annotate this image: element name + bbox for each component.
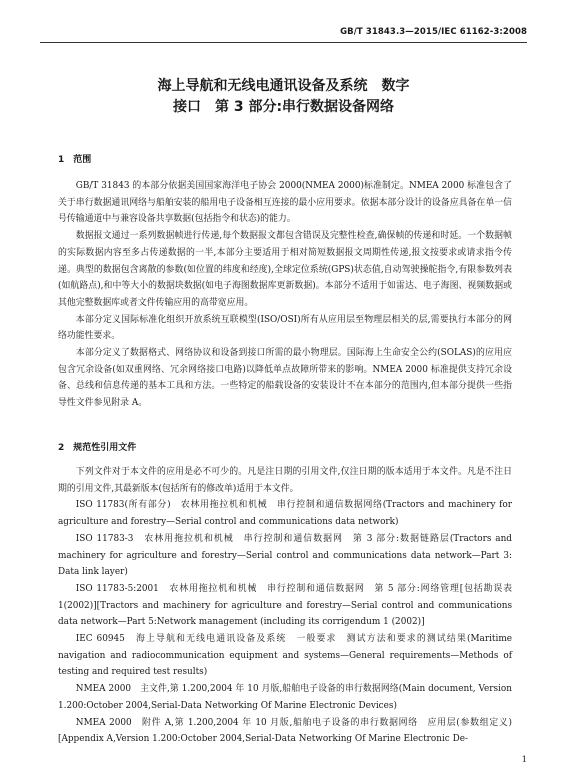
reference-item: NMEA 2000 主文件,第 1.200,2004 年 10 月版,船舶电子设备的串行数据网络(Main document, Version 1.200:October 2004,Serial-Data Networking Of Marine Electronic Devices) <box>58 684 512 711</box>
reference-item: NMEA 2000 附件 A,第 1.200,2004 年 10 月版,船舶电子设备的串行数据网络 应用层(参数组定义)[Appendix A,Version 1.200:October 2004,Serial-Data Networking Of Marine Electronic De- <box>58 717 512 745</box>
document-title <box>40 76 527 118</box>
reference-item: IEC 60945 海上导航和无线电通讯设备及系统 一般要求 测试方法和要求的测试结果(Maritime navigation and radiocommunication equipment and systems—General requirements—Methods of testing and required test results) <box>58 634 512 678</box>
paragraph: 本部分定义国际标准化组织开放系统互联模型(ISO/OSI)所有从应用层至物理层相关的层,需要执行本部分的网络功能性要求。 <box>58 314 512 342</box>
page-number: 1 <box>521 755 527 765</box>
standard-id-header: GB/T 31843.3—2015/IEC 61162-3:2008 <box>340 27 527 37</box>
header-rule <box>40 42 527 43</box>
reference-item: ISO 11783(所有部分) 农林用拖拉机和机械 串行控制和通信数据网络(Tractors and machinery for agriculture and forestry—Serial control and communications data network) <box>58 500 512 528</box>
section-2-heading: 2 规范性引用文件 <box>58 443 137 453</box>
paragraph: 下列文件对于本文件的应用是必不可少的。凡是注日期的引用文件,仅注日期的版本适用于本文件。凡是不注日期的引用文件,其最新版本(包括所有的修改单)适用于本文件。 <box>58 467 512 494</box>
section-1-body <box>58 178 512 412</box>
paragraph: 本部分定义了数据格式、网络协议和设备到接口所需的最小物理层。国际海上生命安全公约(SOLAS)的应用应包含冗余设备(如双重网络、冗余网络接口电路)以降低单点故障所带来的影响。NMEA 2000 标准提供支持冗余设备、总线和信息传递的基本工具和方法。一些特定的船载设备的安装设计不在本部分的范围内,但本部分提供一些指导性文件参见附录 A。 <box>58 348 512 409</box>
title-line-2: 接口 第 3 部分:串行数据设备网络 <box>172 99 395 115</box>
paragraph: 数据报文通过一系列数据帧进行传递,每个数据报文都包含错误及完整性检查,确保帧的传递和时延。一个数据帧的实际数据内容至多占传递数据的一半,本部分主要适用于相对简短数据报文周期性传递,报文按要求或请求指令传递。典型的数据包含离散的参数(如位置的纬度和经度),全球定位系统(GPS)状态值,自动驾驶操舵指令,有限参数列表(如航路点),和中等大小的数据块数据(如电子海图数据库更新数据)。本部分不适用于如雷达、电子海图、视频数据或其他完整数据库或者文件传输应用的高带宽应用。 <box>58 231 512 308</box>
reference-item: ISO 11783-3 农林用拖拉机和机械 串行控制和通信数据网 第 3 部分:数据链路层(Tractors and machinery for agriculture and forestry—Serial control and communications data network—Part 3: Data link layer) <box>58 533 512 578</box>
title-line-1: 海上导航和无线电通讯设备及系统 数字 <box>157 78 410 94</box>
reference-item: ISO 11783-5:2001 农林用拖拉机和机械 串行控制和通信数据网 第 5 部分:网络管理[包括勘误表 1(2002)][Tractors and machinery for agriculture and forestry—Serial control and communications data network—Part 5:Network management (including its corrigendum 1 (2002)] <box>58 583 512 628</box>
paragraph: GB/T 31843 的本部分依据美国国家海洋电子协会 2000(NMEA 2000)标准制定。NMEA 2000 标准包含了关于串行数据通讯网络与船舶安装的船用电子设备相互连接的最小应用要求。依据本部分设计的设备应具备在单一信号传输通道中与兼容设备共享数据(包括指令和状态)的能力。 <box>58 181 512 225</box>
section-1-heading: 1 范围 <box>58 155 92 165</box>
section-2-body <box>58 464 512 748</box>
